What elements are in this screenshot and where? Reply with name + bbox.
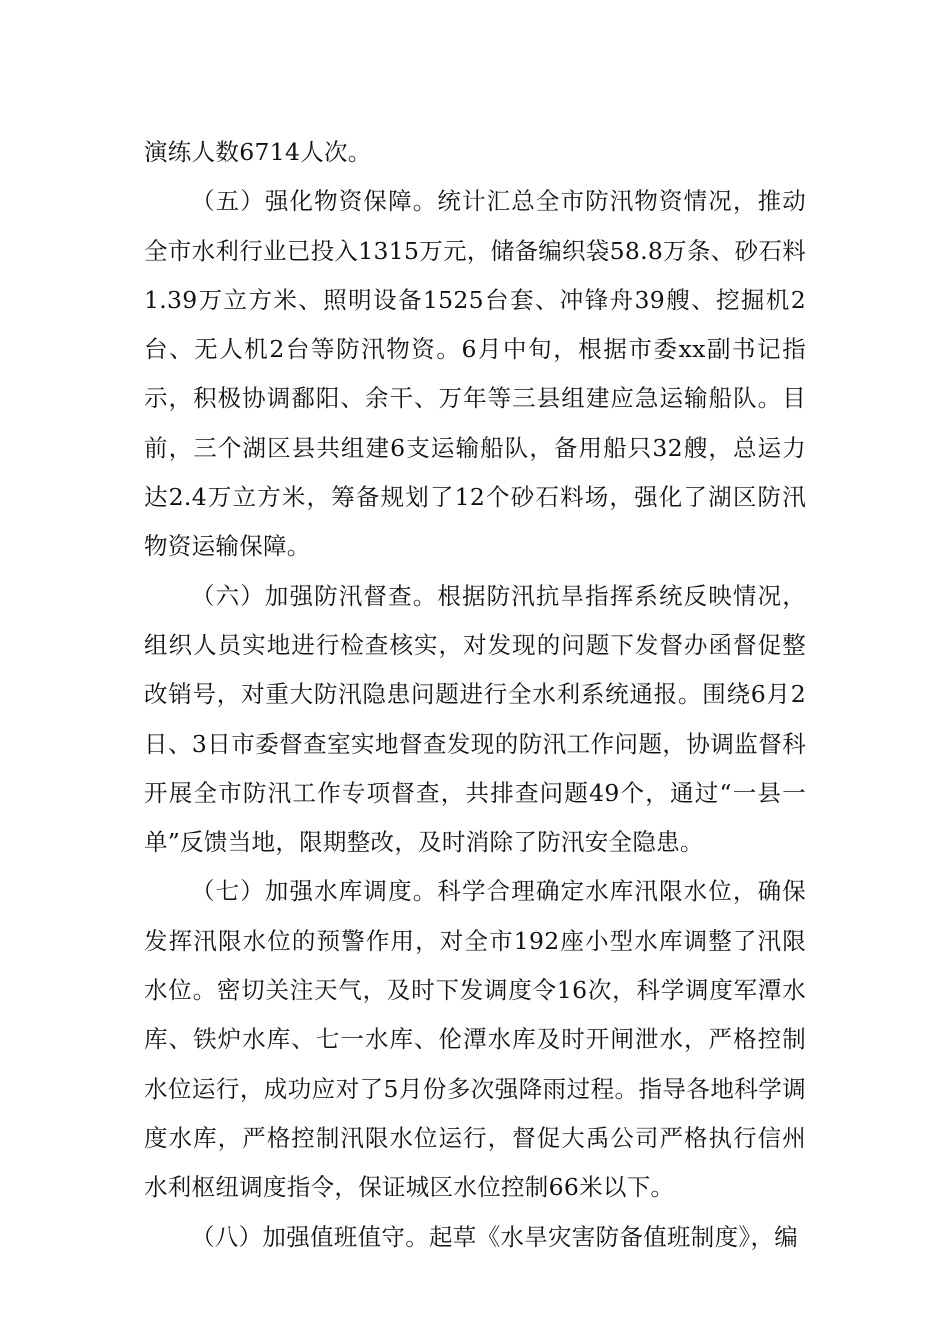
paragraph-duty-shift: （八）加强值班值守。起草《水旱灾害防备值班制度》，编 bbox=[191, 1222, 799, 1251]
paragraph-flood-inspection: （六）加强防汛督查。根据防汛抗旱指挥系统反映情况，组织人员实地进行检查核实，对发现的问题下发督办函督促整改销号，对重大防汛隐患问题进行全水利系统通报。围绕6月2日、3日市委督查室实地督查发现的防汛工作问题，协调监督科开展全市防汛工作专项督查，共排查问题49个，通过“一县一单”反馈当地，限期整改，及时消除了防汛安全隐患。 bbox=[144, 581, 806, 857]
paragraph-reservoir-dispatch: （七）加强水库调度。科学合理确定水库汛限水位，确保发挥汛限水位的预警作用，对全市192座小型水库调整了汛限水位。密切关注天气，及时下发调度令16次，科学调度军潭水库、铁炉水库、七一水库、伦潭水库及时开闸泄水，严格控制水位运行，成功应对了5月份多次强降雨过程。指导各地科学调度水库，严格控制汛限水位运行，督促大禹公司严格执行信州水利枢纽调度指令，保证城区水位控制66米以下。 bbox=[144, 877, 806, 1202]
document-body bbox=[144, 128, 806, 1262]
paragraph-materials-support: （五）强化物资保障。统计汇总全市防汛物资情况，推动全市水利行业已投入1315万元，储备编织袋58.8万条、砂石料1.39万立方米、照明设备1525台套、冲锋舟39艘、挖掘机2台、无人机2台等防汛物资。6月中旬，根据市委xx副书记指示，积极协调鄱阳、余干、万年等三县组建应急运输船队。目前，三个湖区县共组建6支运输船队，备用船只32艘，总运力达2.4万立方米，筹备规划了12个砂石料场，强化了湖区防汛物资运输保障。 bbox=[144, 187, 806, 561]
paragraph-continuation: 演练人数6714人次。 bbox=[144, 138, 372, 166]
